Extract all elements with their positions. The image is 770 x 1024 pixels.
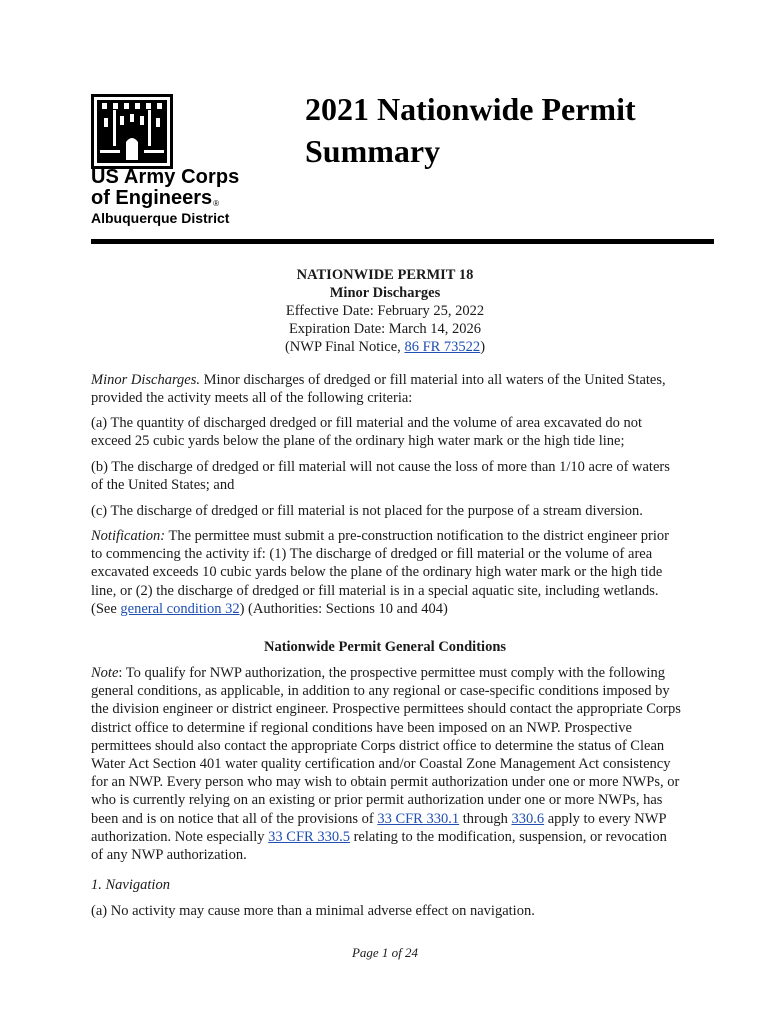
page-number: Page 1 of 24 xyxy=(351,945,419,960)
general-conditions-heading: Nationwide Permit General Conditions xyxy=(263,639,507,655)
org-name-line-2 xyxy=(91,187,219,210)
permit-name: Minor Discharges xyxy=(329,285,441,301)
header-rule xyxy=(91,239,714,244)
navigation-condition-a: (a) No activity may cause more than a minimal adverse effect on navigation. xyxy=(91,903,535,919)
general-condition-32-link[interactable]: general condition 32 xyxy=(120,600,240,617)
criterion-b: (b) The discharge of dredged or fill material will not cause the loss of more than 1/10 acre of waters of the United States; and xyxy=(91,459,670,494)
org-name-line-1: US Army Corps xyxy=(91,166,240,188)
permit-number: NATIONWIDE PERMIT 18 xyxy=(296,267,474,283)
final-notice-suffix: ) xyxy=(480,339,486,355)
permit-header xyxy=(91,266,679,356)
notification-suffix: ) (Authorities: Sections 10 and 404) xyxy=(239,600,448,617)
intro-term: Minor Discharges. xyxy=(91,372,201,388)
cfr-330-1-link[interactable]: 33 CFR 330.1 xyxy=(377,810,460,827)
notification-paragraph xyxy=(91,527,681,618)
criterion-c: (c) The discharge of dredged or fill material is not placed for the purpose of a stream diversion. xyxy=(91,503,643,519)
criterion-a: (a) The quantity of discharged dredged or fill material and the volume of area excavated do not exceed 25 cubic yards below the plane of the ordinary high water mark or the high tide line; xyxy=(91,415,643,450)
cfr-330-6-link[interactable]: 330.6 xyxy=(511,810,545,827)
castle-icon xyxy=(91,94,173,169)
document-title: 2021 Nationwide Permit Summary xyxy=(305,91,636,169)
note-between-2: apply to every NWP authorization. Note especially xyxy=(91,810,666,845)
org-name-text: of Engineers xyxy=(91,187,213,209)
navigation-section-heading: 1. Navigation xyxy=(91,877,170,893)
final-notice xyxy=(91,338,679,356)
district-name: Albuquerque District xyxy=(91,210,230,226)
notification-term: Notification: xyxy=(91,528,166,544)
note-end: relating to the modification, suspension, or revocation of any NWP authorization. xyxy=(91,828,667,864)
intro-paragraph xyxy=(91,371,681,407)
expiration-date: Expiration Date: March 14, 2026 xyxy=(288,321,482,337)
notification-text: The permittee must submit a pre-construction notification to the district engineer prior to commencing the activity if: (1) The discharge of dredged or fill material or the volume of area excavated exceeds 10 cubic yards below the plane of the ordinary high water mark or the high tide line, or (2) the discharge of dredged or fill material is in a special aquatic site, including wetlands. (See xyxy=(91,528,669,617)
federal-register-link[interactable]: 86 FR 73522 xyxy=(404,339,481,355)
note-text: : To qualify for NWP authorization, the prospective permittee must comply with the following general conditions, as applicable, in addition to any regional or case-specific conditions imposed by the division engineer or district engineer. Prospective permittees should contact the appropriate Corps district office to determine if regional conditions have been imposed on an NWP. Prospective permittees should also contact the appropriate Corps district office to determine the status of Clean Water Act Section 401 water quality certification and/or Coastal Zone Management Act consistency for an NWP. Every person who may wish to obtain permit authorization under one or more NWPs, or who is currently relying on an existing or prior permit authorization under one or more NWPs, has been and is on notice that all of the provisions of xyxy=(91,665,681,827)
cfr-330-5-link[interactable]: 33 CFR 330.5 xyxy=(268,828,350,845)
general-conditions-note xyxy=(91,664,681,864)
effective-date: Effective Date: February 25, 2022 xyxy=(285,303,485,319)
final-notice-prefix: (NWP Final Notice, xyxy=(284,339,405,355)
note-term: Note xyxy=(91,665,119,681)
note-between-1: through xyxy=(459,810,512,827)
registered-mark: ® xyxy=(213,199,220,208)
intro-text: Minor discharges of dredged or fill material into all waters of the United States, provided the activity meets all of the following criteria: xyxy=(91,372,666,407)
